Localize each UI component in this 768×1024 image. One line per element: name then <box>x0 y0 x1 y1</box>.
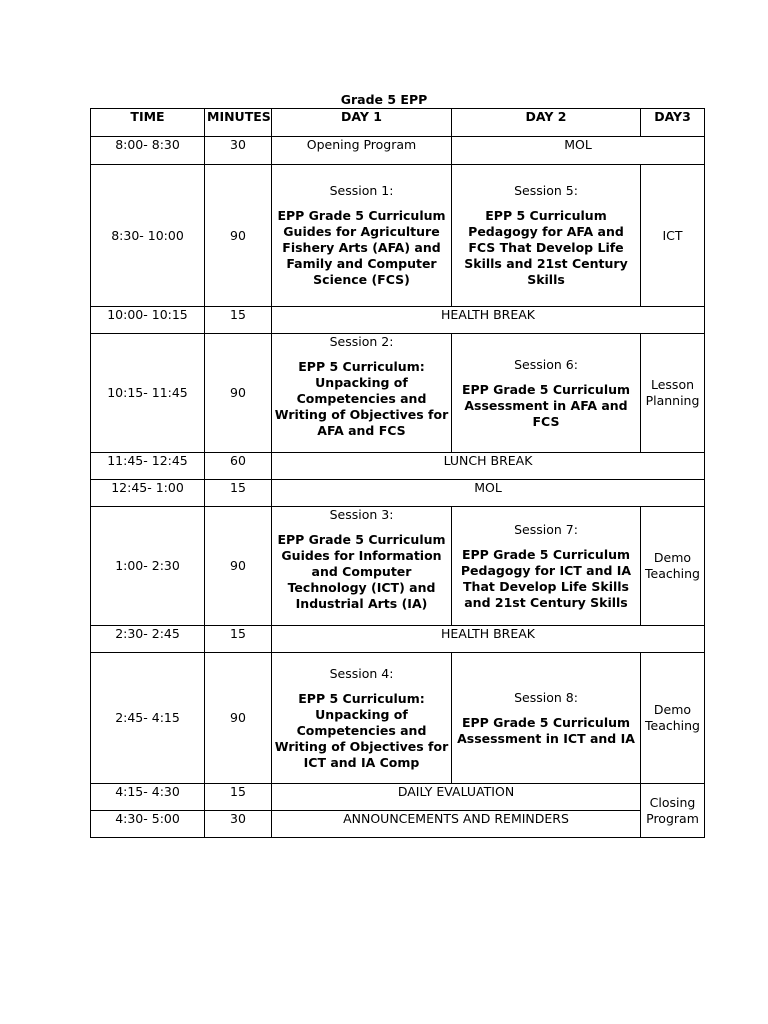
day3-cell: Demo Teaching <box>641 507 705 626</box>
day3-cell: Closing Program <box>641 784 705 838</box>
minutes-cell: 90 <box>205 165 272 307</box>
session-title: EPP Grade 5 Curriculum Guides for Information and Computer Technology (ICT) and Industrial Arts (IA) <box>277 532 446 611</box>
session-title: EPP 5 Curriculum: Unpacking of Competencies and Writing of Objectives for AFA and FCS <box>274 359 449 438</box>
minutes-cell: 15 <box>205 626 272 653</box>
time-cell: 4:30- 5:00 <box>91 811 205 838</box>
session-title: EPP Grade 5 Curriculum Assessment in AFA and FCS <box>461 381 631 429</box>
day3-cell: ICT <box>641 165 705 307</box>
day2-day3-cell: MOL <box>452 137 705 165</box>
minutes-cell: 15 <box>205 784 272 811</box>
document-title: Grade 5 EPP <box>340 92 428 107</box>
session-title: EPP 5 Curriculum: Unpacking of Competencies and Writing of Objectives for ICT and IA Comp <box>274 690 449 770</box>
session-title: EPP Grade 5 Curriculum Assessment in ICT and IA <box>457 714 635 746</box>
table-row <box>91 626 705 653</box>
minutes-cell: 90 <box>205 653 272 784</box>
session-label: Session 2: <box>329 334 394 349</box>
session-cell <box>272 165 452 307</box>
header-minutes: MINUTES <box>205 109 272 137</box>
header-day2: DAY 2 <box>452 109 641 137</box>
session-label: Session 7: <box>514 521 578 537</box>
session-cell <box>452 165 641 307</box>
table-row <box>91 784 705 811</box>
announcements-cell: ANNOUNCEMENTS AND REMINDERS <box>272 811 641 838</box>
session-cell <box>452 334 641 453</box>
header-day1: DAY 1 <box>272 109 452 137</box>
table-row <box>91 507 705 626</box>
table-row <box>91 137 705 165</box>
break-cell: HEALTH BREAK <box>272 307 705 334</box>
time-cell: 10:00- 10:15 <box>91 307 205 334</box>
schedule-table <box>90 108 705 838</box>
time-cell: 12:45- 1:00 <box>91 480 205 507</box>
minutes-cell: 90 <box>205 334 272 453</box>
day3-cell: Demo Teaching <box>641 653 705 784</box>
table-row <box>91 453 705 480</box>
time-cell: 10:15- 11:45 <box>91 334 205 453</box>
session-label: Session 3: <box>329 507 394 522</box>
session-label: Session 5: <box>514 183 578 198</box>
session-cell <box>272 334 452 453</box>
table-row <box>91 307 705 334</box>
table-row <box>91 165 705 307</box>
day1-cell: Opening Program <box>272 137 452 165</box>
table-row <box>91 334 705 453</box>
session-cell <box>272 507 452 626</box>
time-cell: 2:30- 2:45 <box>91 626 205 653</box>
minutes-cell: 15 <box>205 307 272 334</box>
session-title: EPP 5 Curriculum Pedagogy for AFA and FCS That Develop Life Skills and 21st Century Skills <box>464 208 628 287</box>
session-label: Session 6: <box>514 356 578 372</box>
session-label: Session 8: <box>514 689 578 705</box>
time-cell: 8:00- 8:30 <box>91 137 205 165</box>
session-cell <box>452 653 641 784</box>
session-cell <box>272 653 452 784</box>
evaluation-cell: DAILY EVALUATION <box>272 784 641 811</box>
session-cell <box>452 507 641 626</box>
break-cell: MOL <box>272 480 705 507</box>
time-cell: 1:00- 2:30 <box>91 507 205 626</box>
session-title: EPP Grade 5 Curriculum Guides for Agriculture Fishery Arts (AFA) and Family and Computer Science (FCS) <box>277 208 446 287</box>
header-row <box>91 109 705 137</box>
time-cell: 8:30- 10:00 <box>91 165 205 307</box>
session-title: EPP Grade 5 Curriculum Pedagogy for ICT and IA That Develop Life Skills and 21st Century Skills <box>460 546 632 610</box>
minutes-cell: 15 <box>205 480 272 507</box>
header-day3: DAY3 <box>641 109 705 137</box>
time-cell: 4:15- 4:30 <box>91 784 205 811</box>
minutes-cell: 30 <box>205 811 272 838</box>
table-row <box>91 811 705 838</box>
minutes-cell: 90 <box>205 507 272 626</box>
time-cell: 2:45- 4:15 <box>91 653 205 784</box>
header-time: TIME <box>91 109 205 137</box>
time-cell: 11:45- 12:45 <box>91 453 205 480</box>
minutes-cell: 30 <box>205 137 272 165</box>
break-cell: LUNCH BREAK <box>272 453 705 480</box>
session-label: Session 4: <box>329 665 394 681</box>
break-cell: HEALTH BREAK <box>272 626 705 653</box>
session-label: Session 1: <box>329 183 394 198</box>
minutes-cell: 60 <box>205 453 272 480</box>
table-row <box>91 653 705 784</box>
table-row <box>91 480 705 507</box>
day3-cell: Lesson Planning <box>641 334 705 453</box>
